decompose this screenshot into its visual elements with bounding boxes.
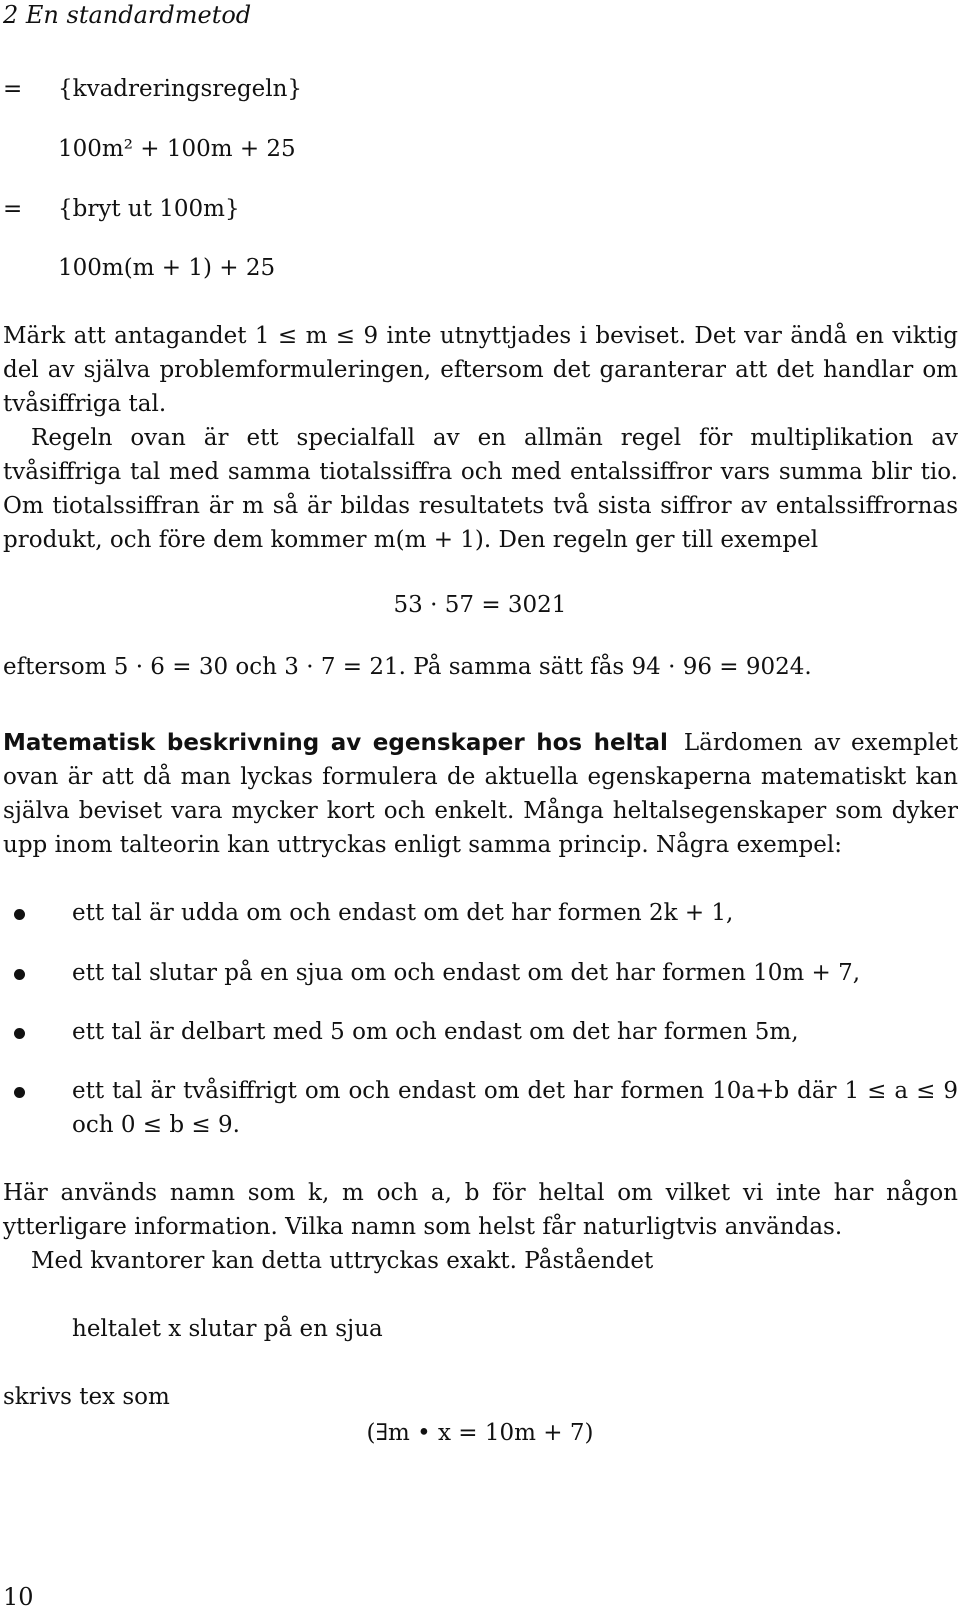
paragraph-kvantorer-text: Med kvantorer kan detta uttryckas exakt. Påståendet <box>31 1248 654 1274</box>
quantifier-formula: (∃m • x = 10m + 7) <box>366 1420 594 1446</box>
list-item-text: ett tal är udda om och endast om det har formen 2k + 1, <box>72 900 734 926</box>
bullet-icon <box>14 1087 25 1098</box>
list-item-text: ett tal är delbart med 5 om och endast om det har formen 5m, <box>72 1019 799 1045</box>
derivation-step-1: {kvadreringsregeln} <box>58 76 303 102</box>
derivation-step-4: 100m(m + 1) + 25 <box>58 255 276 281</box>
paragraph-namn <box>3 1176 958 1244</box>
page-number: 10 <box>3 1583 34 1611</box>
bullet-icon <box>14 909 25 920</box>
section-heading: Matematisk beskrivning av egenskaper hos heltal <box>3 730 668 756</box>
paragraph-eftersom <box>3 650 958 684</box>
list-item-text: ett tal slutar på en sjua om och endast om det har formen 10m + 7, <box>72 960 861 986</box>
bullet-icon <box>14 969 25 980</box>
list-item-text: ett tal är tvåsiffrigt om och endast om det har formen 10a+b där 1 ≤ a ≤ 9 och 0 ≤ b ≤ 9. <box>72 1078 958 1138</box>
bullet-icon <box>14 1028 25 1039</box>
section-matematisk <box>3 726 958 862</box>
paragraph-antagande <box>3 319 958 421</box>
statement: heltalet x slutar på en sjua <box>72 1316 383 1342</box>
example-equation: 53 · 57 = 3021 <box>393 592 567 618</box>
derivation-step-3: {bryt ut 100m} <box>58 196 240 222</box>
derivation-step-2: 100m² + 100m + 25 <box>58 136 296 162</box>
derivation-relation-1: = <box>3 76 23 102</box>
paragraph-kvantorer <box>3 1244 958 1278</box>
paragraph-regel-text: Regeln ovan är ett specialfall av en allmän regel för multiplikation av tvåsiffriga tal med samma tiotalssiffra och med entalssiffror vars summa blir tio. Om tiotalssiffran är m så är bildas resultatets två sista siffror av entalssiffrornas produkt, och före dem kommer m(m + 1). Den regeln ger till exempel <box>3 425 958 553</box>
section-text: Lärdomen av exemplet ovan är att då man lyckas formulera de aktuella egenskaperna matematiskt kan själva beviset vara mycker kort och enkelt. Många heltalsegenskaper som dyker upp inom talteorin kan uttryckas enligt samma princip. Några exempel: <box>3 730 958 858</box>
derivation-relation-3: = <box>3 196 23 222</box>
paragraph-antagande-text: Märk att antagandet 1 ≤ m ≤ 9 inte utnyttjades i beviset. Det var ändå en viktig del av själva problemformuleringen, eftersom det garanterar att det handlar om tvåsiffriga tal. <box>3 323 958 417</box>
paragraph-skrivs: skrivs tex som <box>3 1384 170 1410</box>
paragraph-regel <box>3 421 958 557</box>
paragraph-namn-text: Här används namn som k, m och a, b för heltal om vilket vi inte har någon ytterligare information. Vilka namn som helst får naturligtvis användas. <box>3 1180 958 1240</box>
paragraph-eftersom-text: eftersom 5 · 6 = 30 och 3 · 7 = 21. På samma sätt fås 94 · 96 = 9024. <box>3 654 812 680</box>
section-header: 2 En standardmetod <box>3 1 252 29</box>
